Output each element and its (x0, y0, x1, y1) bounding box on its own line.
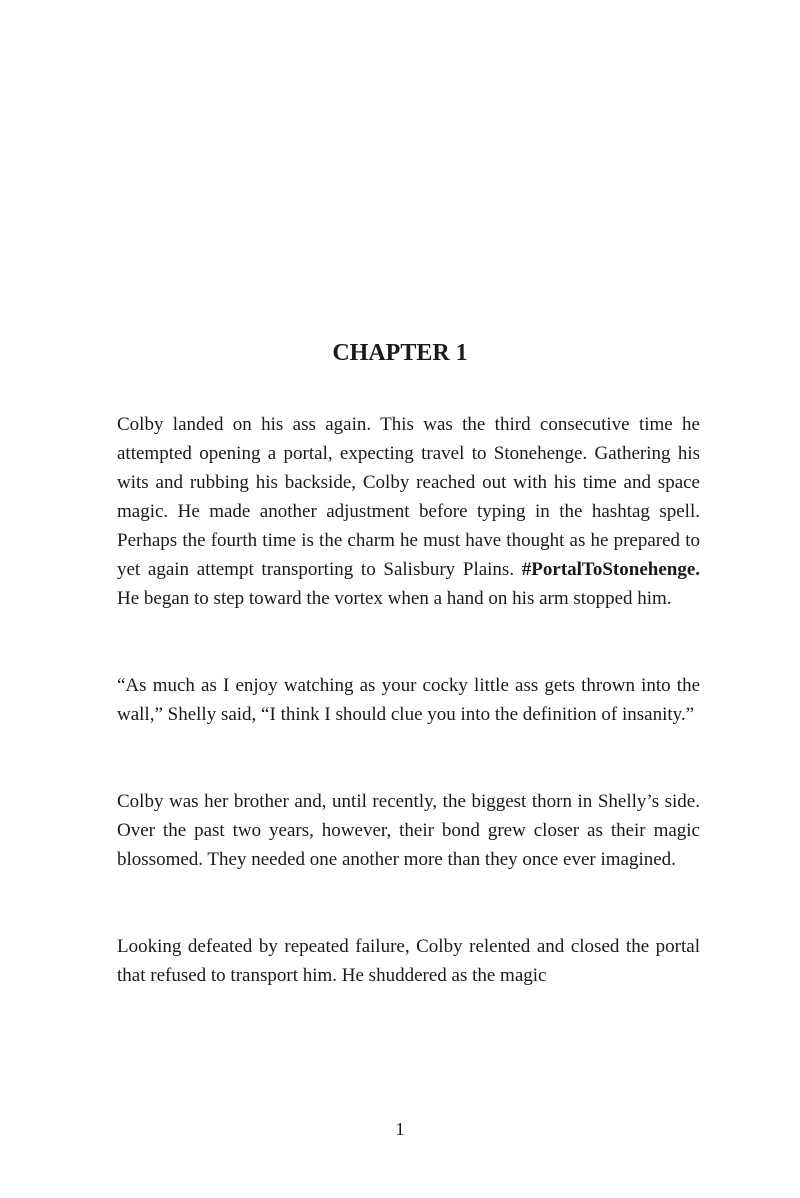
paragraph-1-text-before: Colby landed on his ass again. This was the third consecutive time he attempted opening a portal, expecting travel to Stonehenge. Gathering his wits and rubbing his backside, Colby reached out with his time and space magic. He made another adjustment before typing in the hashtag spell. Perhaps the fourth time is the charm he must have thought as he prepared to yet again attempt transporting to Salisbury Plains. (117, 414, 700, 580)
paragraph-4: Looking defeated by repeated failure, Colby relented and closed the portal that refused to transport him. He shuddered as the magic (117, 936, 700, 986)
paragraph-1 (117, 410, 700, 613)
page-number: 1 (395, 1119, 405, 1139)
paragraph-2: “As much as I enjoy watching as your cocky little ass gets thrown into the wall,” Shelly said, “I think I should clue you into the definition of insanity.” (117, 675, 700, 725)
paragraph-3: Colby was her brother and, until recently, the biggest thorn in Shelly’s side. Over the past two years, however, their bond grew closer as their magic blossomed. They needed one another more than they once ever imagined. (117, 791, 700, 870)
chapter-body (117, 410, 700, 990)
hashtag-spell: #PortalToStonehenge. (521, 559, 700, 580)
chapter-title: CHAPTER 1 (332, 340, 468, 366)
paragraph-1-text-after: He began to step toward the vortex when a hand on his arm stopped him. (117, 588, 672, 609)
